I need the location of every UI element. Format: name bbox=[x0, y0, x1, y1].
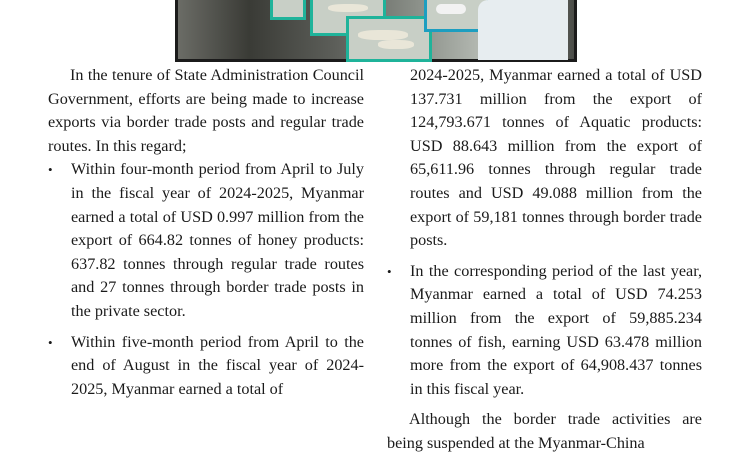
bullet-icon: • bbox=[387, 263, 392, 279]
glove bbox=[436, 4, 466, 14]
fish-processing-photo bbox=[178, 0, 574, 59]
fish bbox=[378, 40, 414, 49]
bullet-text: Within four-month period from April to July in the fiscal year of 2024-2025, Myanmar earned a total of USD 0.997 million from the export of 664.82 tonnes of honey products: 637.82 tonnes through regular trade routes and 27 tonnes through border trade posts in the private sector. bbox=[71, 160, 364, 320]
bullet-text: In the corresponding period of the last year, Myanmar earned a total of USD 74.253 million from the export of 59,885.234 tonnes of fish, earning USD 63.478 million more from the export of 64,908.437 tonnes in this fiscal year. bbox=[410, 261, 702, 398]
news-photo bbox=[175, 0, 577, 62]
bullet-text: Within five-month period from April to the end of August in the fiscal year of 2024-2025, Myanmar earned a total of bbox=[71, 332, 364, 398]
right-column bbox=[387, 64, 702, 456]
continuation-paragraph: 2024-2025, Myanmar earned a total of USD 137.731 million from the export of 124,793.671 tonnes of Aquatic products: USD 88.643 million from the export of 65,611.96 tonnes through regular trade routes and USD 49.088 million from the export of 59,181 tonnes through border trade posts. bbox=[410, 66, 702, 250]
bullet-item bbox=[48, 331, 364, 402]
closing-paragraph: Although the border trade activities are being suspended at the Myanmar-China bbox=[387, 410, 702, 452]
bullet-icon: • bbox=[48, 334, 53, 350]
crate bbox=[270, 0, 306, 20]
fish bbox=[358, 30, 408, 40]
fish bbox=[328, 4, 368, 12]
bullet-icon: • bbox=[48, 162, 53, 178]
bullet-item bbox=[48, 158, 364, 323]
intro-paragraph: In the tenure of State Administration Council Government, efforts are being made to increase exports via border trade posts and regular trade routes. In this regard; bbox=[48, 66, 364, 155]
bullet-item bbox=[387, 260, 702, 402]
worker-figure bbox=[478, 0, 568, 60]
left-column bbox=[48, 64, 364, 401]
